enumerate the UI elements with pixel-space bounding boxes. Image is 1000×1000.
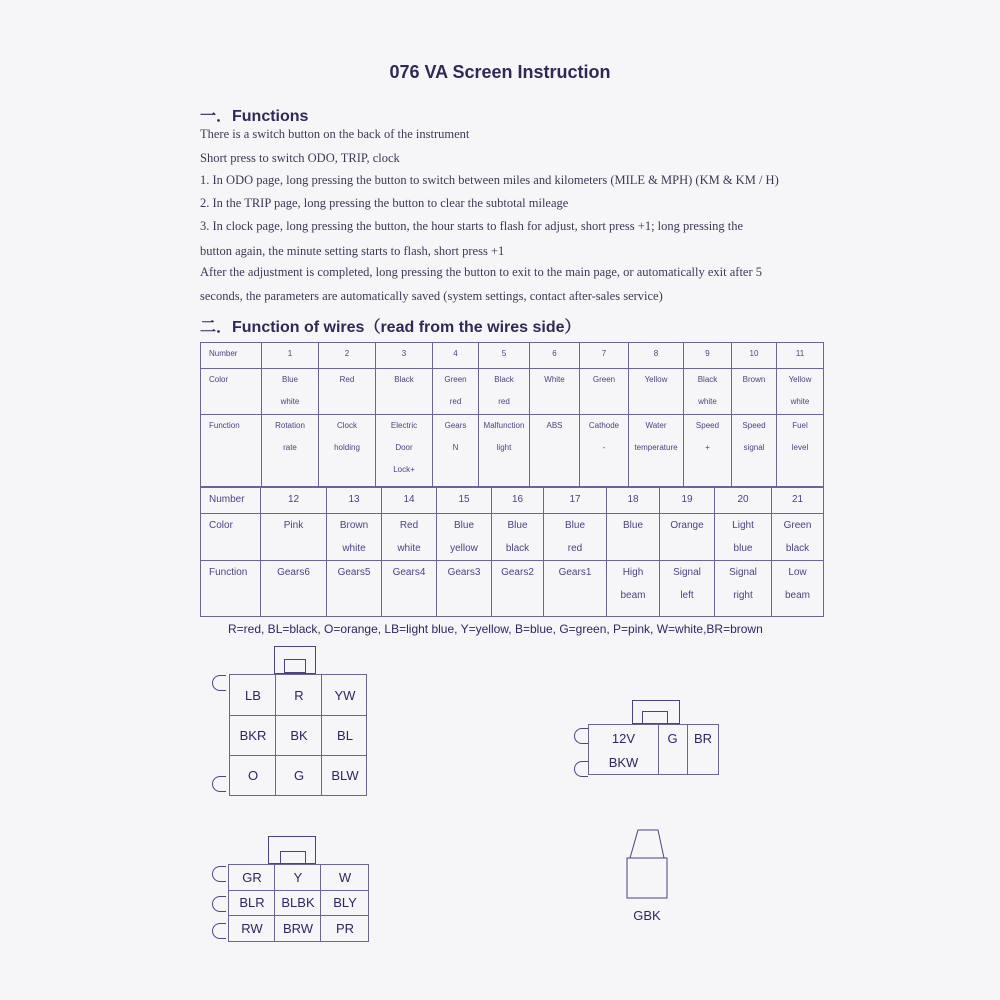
row-label-function: Function xyxy=(201,415,262,487)
wire-function xyxy=(660,561,715,617)
connector-c xyxy=(212,836,372,946)
connector-b-body xyxy=(588,724,719,775)
wire-function xyxy=(629,415,684,487)
wire-function xyxy=(544,561,607,617)
pin-label: GR xyxy=(242,870,262,885)
wire-number: 1 xyxy=(262,343,319,369)
wire-number: 21 xyxy=(772,488,824,514)
function-line: Signal xyxy=(729,567,757,578)
wire-number: 12 xyxy=(261,488,327,514)
single-pin-connector-icon xyxy=(620,828,680,900)
pin-label: BLR xyxy=(239,895,265,910)
wire-number: 20 xyxy=(715,488,772,514)
wire-function xyxy=(261,561,327,617)
wire-number: 11 xyxy=(777,343,824,369)
function-line: ABS xyxy=(546,421,563,430)
connector-ear-icon xyxy=(574,728,588,744)
color-line: red xyxy=(449,397,462,406)
wire-number: 5 xyxy=(479,343,530,369)
function-line: temperature xyxy=(634,443,678,452)
color-line: Blue xyxy=(507,520,528,531)
pin-label: BKR xyxy=(239,727,267,743)
pin-label: YW xyxy=(334,687,356,703)
pin-label: GBK xyxy=(633,908,661,923)
wire-color xyxy=(732,369,777,415)
color-line: white xyxy=(342,543,366,554)
pin-label: PR xyxy=(335,920,355,936)
wire-number: 19 xyxy=(660,488,715,514)
wire-function xyxy=(262,415,319,487)
color-legend: R=red, BL=black, O=orange, LB=light blue, Y=yellow, B=blue, G=green, P=pink, W=white,BR=brown xyxy=(228,622,763,636)
color-line: Brown xyxy=(339,520,369,531)
functions-line: There is a switch button on the back of the instrument xyxy=(200,127,470,141)
function-line: Speed xyxy=(695,421,720,430)
wire-number: 4 xyxy=(433,343,479,369)
pin-label: BR xyxy=(693,730,713,746)
function-line: Gears5 xyxy=(337,567,371,578)
color-line: Blue xyxy=(453,520,474,531)
color-line: White xyxy=(544,375,565,384)
wire-color xyxy=(772,514,824,561)
pin-label: G xyxy=(667,730,678,746)
function-line: Cathode xyxy=(588,421,620,430)
row-label-number: Number xyxy=(201,343,262,369)
color-line: white xyxy=(280,397,300,406)
wire-function xyxy=(492,561,544,617)
color-line: Green xyxy=(783,520,812,531)
function-line: Low xyxy=(788,567,807,578)
function-line: Rotation xyxy=(275,421,305,430)
wire-function xyxy=(319,415,376,487)
connector-ear-icon xyxy=(212,675,226,691)
wire-number: 6 xyxy=(530,343,580,369)
connector-d xyxy=(620,828,680,928)
color-line: white xyxy=(397,543,421,554)
color-line: red xyxy=(498,397,510,406)
row-label-number: Number xyxy=(201,488,261,514)
function-line: left xyxy=(680,590,694,601)
color-line: Blue xyxy=(622,520,643,531)
color-line: Black xyxy=(697,375,718,384)
functions-line: After the adjustment is completed, long pressing the button to exit to the main page, or automatically exit after 5 xyxy=(200,265,763,279)
function-line: Gears3 xyxy=(447,567,481,578)
wire-number: 18 xyxy=(607,488,660,514)
color-line: Green xyxy=(592,375,616,384)
wire-number: 10 xyxy=(732,343,777,369)
wire-color xyxy=(530,369,580,415)
wire-function xyxy=(772,561,824,617)
pin-label: BK xyxy=(290,727,308,743)
color-line: Green xyxy=(444,375,467,384)
color-line: Orange xyxy=(670,520,704,531)
wire-color xyxy=(327,514,382,561)
function-line: N xyxy=(452,443,459,452)
color-line: blue xyxy=(733,543,753,554)
wire-function xyxy=(607,561,660,617)
function-line: Malfunction xyxy=(483,421,525,430)
wire-color xyxy=(479,369,530,415)
connector-a xyxy=(212,646,372,798)
wire-color xyxy=(777,369,824,415)
wire-color xyxy=(660,514,715,561)
wire-number: 8 xyxy=(629,343,684,369)
color-line: Light xyxy=(732,520,754,531)
pin-label: RW xyxy=(241,920,263,936)
wire-function xyxy=(715,561,772,617)
wire-function xyxy=(777,415,824,487)
pin-label: 12V xyxy=(611,730,636,746)
wire-color xyxy=(262,369,319,415)
function-line: Water xyxy=(645,421,667,430)
color-line: Black xyxy=(494,375,514,384)
function-line: Electric xyxy=(390,421,418,430)
pin-label: R xyxy=(294,687,304,703)
wire-function xyxy=(382,561,437,617)
function-line: signal xyxy=(743,443,765,452)
function-line: + xyxy=(705,443,710,452)
wire-number: 9 xyxy=(684,343,732,369)
wire-function xyxy=(376,415,433,487)
function-line: rate xyxy=(283,443,297,452)
wire-number: 16 xyxy=(492,488,544,514)
color-line: black xyxy=(785,543,810,554)
connector-b xyxy=(574,700,724,780)
wire-function xyxy=(437,561,492,617)
color-line: Blue xyxy=(564,520,585,531)
wire-number: 13 xyxy=(327,488,382,514)
color-line: Red xyxy=(339,375,355,384)
color-line: Pink xyxy=(283,520,304,531)
wire-function xyxy=(580,415,629,487)
functions-line: button again, the minute setting starts to flash, short press +1 xyxy=(200,244,505,258)
wire-number: 14 xyxy=(382,488,437,514)
pin-label: BKW xyxy=(608,754,639,770)
pin-label: W xyxy=(338,870,352,885)
color-line: red xyxy=(567,543,583,554)
function-line: - xyxy=(602,443,606,452)
page-title: 076 VA Screen Instruction xyxy=(389,62,611,82)
wire-function xyxy=(433,415,479,487)
functions-line: 1. In ODO page, long pressing the button to switch between miles and kilometers (MILE & MPH) (KM & KM / H) xyxy=(200,173,779,187)
function-line: beam xyxy=(784,590,810,601)
color-line: Red xyxy=(399,520,419,531)
color-line: yellow xyxy=(450,543,478,554)
functions-line: Short press to switch ODO, TRIP, clock xyxy=(200,151,400,165)
wire-function xyxy=(530,415,580,487)
color-line: Yellow xyxy=(644,375,668,384)
functions-line: seconds, the parameters are automatically saved (system settings, contact after-sales service) xyxy=(200,289,663,303)
wire-color xyxy=(376,369,433,415)
connector-ear-icon xyxy=(574,761,588,777)
function-line: Fuel xyxy=(792,421,808,430)
function-line: Gears2 xyxy=(501,567,534,578)
wire-color xyxy=(684,369,732,415)
function-line: Clock xyxy=(336,421,357,430)
wire-color xyxy=(629,369,684,415)
pin-label: BL xyxy=(337,727,353,743)
wire-color xyxy=(433,369,479,415)
pin-label: O xyxy=(247,767,259,783)
connector-ear-icon xyxy=(212,866,226,882)
wire-number: 7 xyxy=(580,343,629,369)
function-line: right xyxy=(733,590,753,601)
pin-label: Y xyxy=(293,870,303,885)
section-functions-heading: 一．Functions xyxy=(200,108,309,125)
function-line: Signal xyxy=(673,567,701,578)
wire-number: 2 xyxy=(319,343,376,369)
color-line: Yellow xyxy=(788,375,812,384)
connector-ear-icon xyxy=(212,776,226,792)
color-line: Black xyxy=(394,375,414,384)
pin-label: G xyxy=(293,767,305,783)
function-line: Gears1 xyxy=(558,567,592,578)
connector-latch-inner xyxy=(280,851,306,864)
function-line: High xyxy=(622,567,644,578)
pin-label: BLBK xyxy=(281,895,315,910)
color-line: white xyxy=(698,397,717,406)
color-line: black xyxy=(505,543,530,554)
color-line: Blue xyxy=(281,375,298,384)
wire-function xyxy=(479,415,530,487)
wire-color xyxy=(319,369,376,415)
row-label-function: Function xyxy=(201,561,261,617)
wire-color xyxy=(492,514,544,561)
wire-color xyxy=(580,369,629,415)
connector-ear-icon xyxy=(212,896,226,912)
pin-label: LB xyxy=(245,687,261,703)
function-line: Speed xyxy=(742,421,766,430)
function-line: Gears xyxy=(444,421,467,430)
connector-a-grid xyxy=(229,674,367,796)
connector-c-grid xyxy=(228,864,369,942)
connector-latch-inner xyxy=(642,711,668,724)
wire-function xyxy=(327,561,382,617)
pin-label: BLY xyxy=(333,895,357,910)
function-line: Lock+ xyxy=(393,465,415,474)
wire-color xyxy=(715,514,772,561)
wire-number: 15 xyxy=(437,488,492,514)
color-line: Brown xyxy=(742,375,766,384)
wire-function xyxy=(732,415,777,487)
wires-table-2 xyxy=(200,487,824,617)
wire-color xyxy=(261,514,327,561)
connector-latch-inner xyxy=(284,659,306,673)
function-line: Gears6 xyxy=(277,567,310,578)
row-label-color: Color xyxy=(201,514,261,561)
connector-ear-icon xyxy=(212,923,226,939)
wire-color xyxy=(544,514,607,561)
pin-label: BLW xyxy=(331,767,359,783)
function-line: level xyxy=(791,443,809,452)
color-line: white xyxy=(790,397,810,406)
pin-label: BRW xyxy=(282,920,314,936)
function-line: Door xyxy=(395,443,413,452)
wire-color xyxy=(382,514,437,561)
wire-color xyxy=(437,514,492,561)
row-label-color: Color xyxy=(201,369,262,415)
function-line: beam xyxy=(620,590,646,601)
wires-table-1 xyxy=(200,342,824,487)
wire-color xyxy=(607,514,660,561)
wire-number: 3 xyxy=(376,343,433,369)
function-line: holding xyxy=(334,443,360,452)
wire-function xyxy=(684,415,732,487)
function-line: Gears4 xyxy=(392,567,426,578)
function-line: light xyxy=(496,443,512,452)
section-wires-heading: 二．Function of wires（read from the wires side） xyxy=(200,319,581,336)
functions-line: 3. In clock page, long pressing the button, the hour starts to flash for adjust, short press +1; long pressing the xyxy=(200,219,744,233)
wire-number: 17 xyxy=(544,488,607,514)
functions-line: 2. In the TRIP page, long pressing the button to clear the subtotal mileage xyxy=(200,196,569,210)
